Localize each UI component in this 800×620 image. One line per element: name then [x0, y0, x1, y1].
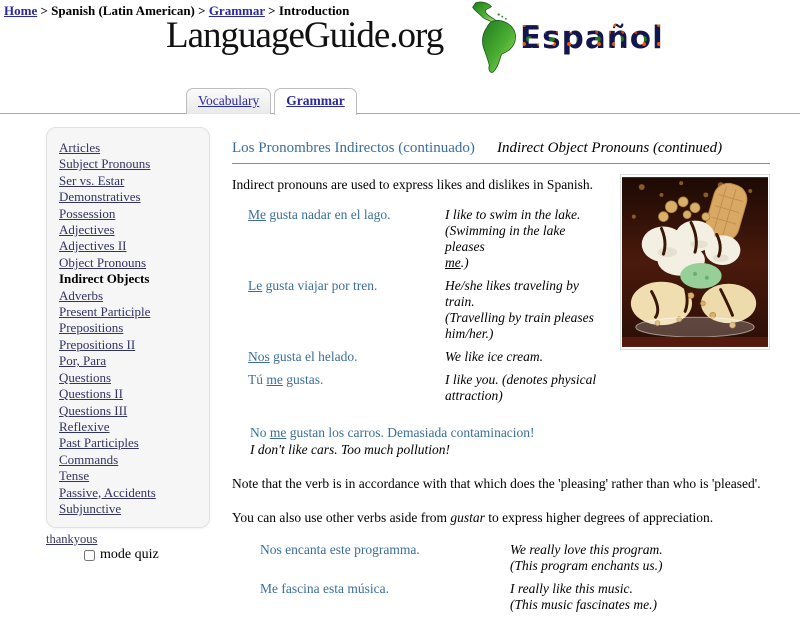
example-english-line [445, 372, 617, 388]
sidebar-item-prepositions-ii[interactable]: Prepositions II [59, 336, 136, 352]
text-segment: .) [460, 255, 469, 270]
text-segment: Nos [248, 349, 270, 364]
header-divider [0, 113, 800, 114]
sidebar-item-articles[interactable]: Articles [59, 140, 101, 155]
sidebar-item-indirect-objects: Indirect Objects [59, 271, 150, 287]
text-segment: (This music fascinates me.) [510, 597, 657, 612]
sidebar-item-passive-accidents[interactable]: Passive, Accidents [59, 484, 156, 500]
text-segment: Nos encanta este programma. [260, 542, 420, 557]
text-segment: gustan los carros. Demasiada contaminacion! [286, 425, 535, 440]
thankyous-link[interactable]: thankyous [46, 532, 98, 546]
sidebar-item-subjunctive[interactable]: Subjunctive [59, 500, 122, 516]
quiz-mode-row [84, 547, 159, 563]
example-spanish [248, 278, 445, 342]
breadcrumb-separator: > [264, 3, 279, 18]
text-segment: Me fascina esta música. [260, 581, 389, 596]
breadcrumb-home[interactable]: Home [4, 3, 38, 18]
text-segment: (Swimming in the lake pleases [445, 223, 566, 254]
text-segment: I like you. (denotes physical [445, 372, 597, 387]
note-paragraph: Note that the verb is in accordance with that which does the 'pleasing' rather than who is 'pleased'. [232, 476, 761, 491]
example-english [510, 542, 710, 574]
text-segment: No [250, 425, 270, 440]
example-spanish [248, 349, 445, 365]
example-english-line [510, 542, 710, 558]
callout-spanish [250, 424, 770, 441]
intro-paragraph: Indirect pronouns are used to express likes and dislikes in Spanish. [232, 177, 594, 192]
example-english [445, 278, 608, 342]
sidebar-item-subject-pronouns[interactable]: Subject Pronouns [59, 156, 151, 172]
sidebar-item-object-pronouns[interactable]: Object Pronouns [59, 254, 147, 270]
example-english-line [445, 207, 608, 223]
sidebar-item-commands[interactable]: Commands [59, 451, 119, 467]
text-segment: me [269, 425, 287, 440]
sidebar-item-questions-iii[interactable]: Questions III [59, 402, 128, 418]
sidebar-item-questions[interactable]: Questions [59, 369, 111, 385]
example-english [510, 581, 710, 613]
example-english [445, 207, 608, 271]
language-label: Español [520, 20, 664, 56]
sidebar-item-questions-ii[interactable]: Questions II [59, 386, 123, 402]
text-segment: You can also use other verbs aside from [232, 510, 451, 525]
quiz-mode-checkbox[interactable] [84, 550, 95, 561]
example-english-line [445, 278, 608, 294]
text-segment: train. [445, 294, 475, 309]
text-segment: him/her.) [445, 326, 494, 341]
text-segment: me [266, 372, 283, 387]
sidebar-nav [46, 127, 210, 528]
example-english [445, 372, 617, 404]
callout-english: I don't like cars. Too much pollution! [250, 442, 451, 457]
example-english-line [445, 223, 608, 255]
text-segment: to express higher degrees of appreciation. [484, 510, 714, 525]
text-segment: I really like this music. [510, 581, 633, 596]
breadcrumb-separator: > [37, 3, 52, 18]
text-segment: We like ice cream. [445, 349, 543, 364]
tab-vocabulary-link[interactable]: Vocabulary [198, 93, 260, 108]
text-segment: attraction) [445, 388, 503, 403]
page-title-spanish: Los Pronombres Indirectos (continuado) [232, 140, 475, 156]
text-segment: gustar [450, 510, 485, 525]
example-row [260, 581, 770, 613]
example-spanish [260, 581, 510, 613]
example-english-line [445, 310, 608, 326]
page-heading [232, 140, 770, 157]
tab-vocabulary[interactable] [186, 88, 271, 114]
page-title-english: Indirect Object Pronouns (continued) [497, 140, 723, 156]
more-examples-table [232, 542, 770, 613]
sidebar-item-tense[interactable]: Tense [59, 468, 90, 484]
text-segment: Tú [248, 372, 267, 387]
example-english-line [445, 388, 617, 404]
sidebar-item-present-participle[interactable]: Present Participle [59, 304, 151, 320]
text-segment: We really love this program. [510, 542, 663, 557]
text-segment: (This program enchants us.) [510, 558, 663, 573]
example-row [248, 372, 770, 404]
text-segment: gustas. [282, 372, 324, 387]
quiz-mode-label: mode quiz [100, 547, 159, 562]
breadcrumb-grammar[interactable]: Grammar [208, 3, 265, 18]
heading-divider [232, 163, 770, 164]
example-spanish [260, 542, 510, 574]
example-english-line [445, 255, 608, 271]
text-segment: gusta viajar por tren. [262, 278, 378, 293]
text-segment: Le [248, 278, 263, 293]
sidebar-item-adverbs[interactable]: Adverbs [59, 287, 104, 303]
example-row [260, 542, 770, 574]
example-english-line [510, 581, 710, 597]
sidebar-item-prepositions[interactable]: Prepositions [59, 320, 124, 336]
aside-paragraph [232, 510, 770, 526]
text-segment: I like to swim in the lake. [445, 207, 581, 222]
sidebar-item-adjectives-ii[interactable]: Adjectives II [59, 238, 127, 254]
example-english-line [445, 326, 608, 342]
main-content [232, 140, 770, 620]
tab-grammar[interactable] [274, 88, 356, 115]
callout-block [232, 424, 770, 458]
example-english-line [510, 558, 710, 574]
text-segment: He/she likes traveling by [445, 278, 579, 293]
text-segment: me [445, 255, 461, 270]
sidebar-item-past-participles[interactable]: Past Participles [59, 435, 139, 451]
example-english [445, 349, 608, 365]
text-segment: Me [248, 207, 266, 222]
breadcrumb-spanish-latin-american: Spanish (Latin American) [51, 3, 195, 18]
sidebar-item-possession[interactable]: Possession [59, 205, 116, 221]
example-english-line [445, 294, 608, 310]
site-logo-text: LanguageGuide.org [166, 15, 444, 56]
text-segment: (Travelling by train pleases [445, 310, 594, 325]
sidebar-item-reflexive[interactable]: Reflexive [59, 418, 110, 434]
example-english-line [510, 597, 710, 613]
sidebar-item-adjectives[interactable]: Adjectives [59, 222, 115, 238]
text-segment: gusta nadar en el lago. [266, 207, 391, 222]
example-spanish [248, 372, 445, 404]
tab-bar [186, 88, 357, 115]
tab-grammar-link[interactable]: Grammar [286, 93, 345, 108]
sidebar-item-demonstratives[interactable]: Demonstratives [59, 189, 141, 205]
example-row [248, 278, 608, 342]
example-spanish [248, 207, 445, 271]
sidebar-item-ser-vs-estar[interactable]: Ser vs. Estar [59, 172, 125, 188]
sidebar-item-por-para[interactable]: Por, Para [59, 353, 107, 369]
breadcrumb-separator: > [194, 3, 209, 18]
example-row [248, 349, 608, 365]
example-row [248, 207, 608, 271]
breadcrumb-introduction: Introduction [278, 3, 350, 18]
text-segment: gusta el helado. [269, 349, 358, 364]
ice-cream-sundae-photo [620, 174, 770, 350]
example-english-line [445, 349, 608, 365]
